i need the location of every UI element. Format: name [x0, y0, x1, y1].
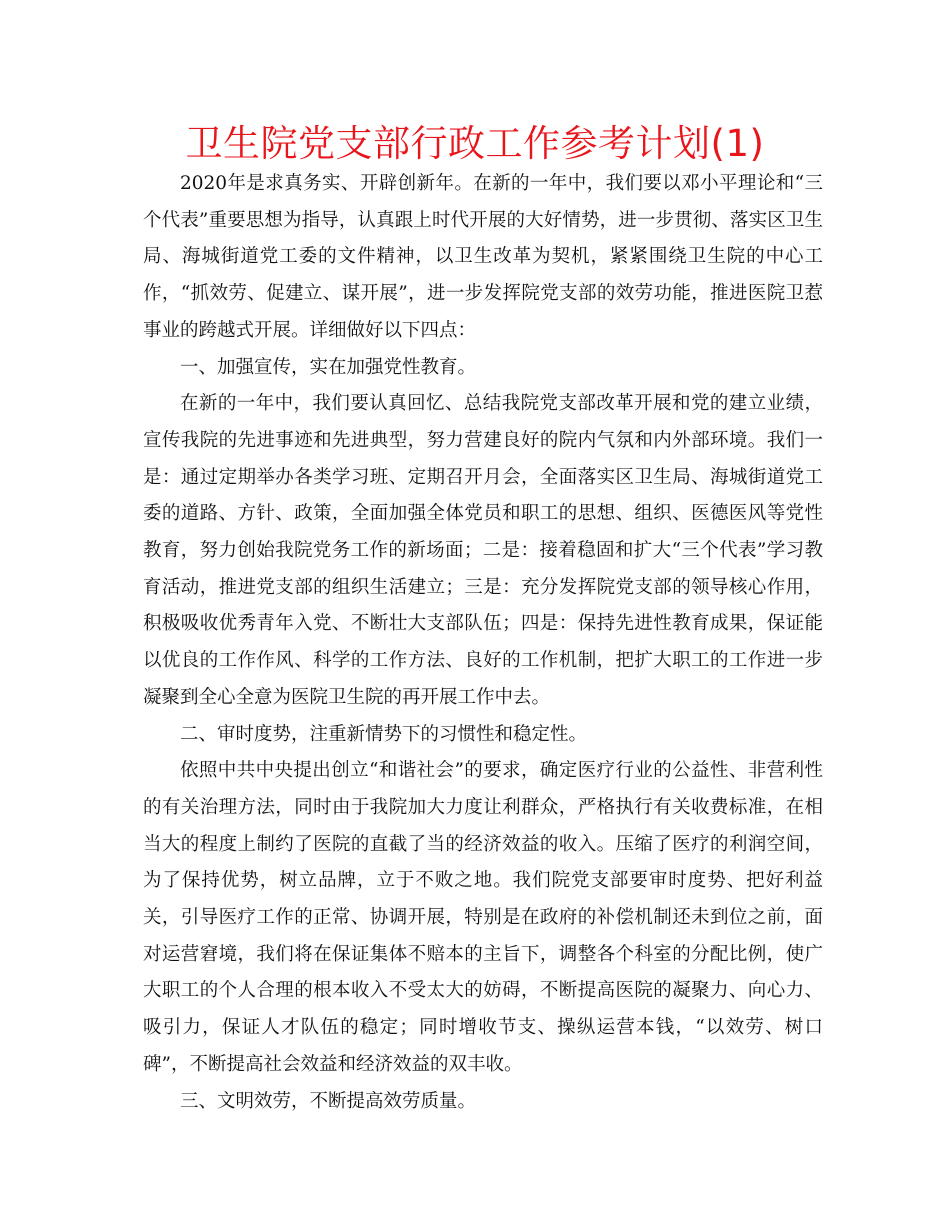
document-title: 卫生院党支部行政工作参考计划(1): [185, 122, 765, 165]
paragraph-section-2: 依照中共中央提出创立“和谐社会”的要求，确定医疗行业的公益性、非营利性的有关治理方法，同时由于我院加大力度让利群众，严格执行有关收费标准，在相当大的程度上制约了医院的直截了当的经济效益的收入。压缩了医疗的利润空间，为了保持优势，树立品牌，立于不败之地。我们院党支部要审时度势、把好利益关，引导医疗工作的正常、协调开展，特别是在政府的补偿机制还未到位之前，面对运营窘境，我们将在保证集体不赔本的主旨下，调整各个科室的分配比例，使广大职工的个人合理的根本收入不受太大的妨碍，不断提高医院的凝聚力、向心力、吸引力，保证人才队伍的稳定；同时增收节支、操纵运营本钱，“以效劳、树口碑”，不断提高社会效益和经济效益的双丰收。: [143, 760, 823, 1075]
document-body: [143, 166, 823, 1120]
paragraph-section-1: 在新的一年中，我们要认真回忆、总结我院党支部改革开展和党的建立业绩，宣传我院的先进事迹和先进典型，努力营建良好的院内气氛和内外部环境。我们一是：通过定期举办各类学习班、定期召开月会，全面落实区卫生局、海城街道党工委的道路、方针、政策，全面加强全体党员和职工的思想、组织、医德医风等党性教育，努力创始我院党务工作的新场面；二是：接着稳固和扩大“三个代表”学习教育活动，推进党支部的组织生活建立；三是：充分发挥院党支部的领导核心作用，积极吸收优秀青年入党、不断壮大支部队伍；四是：保持先进性教育成果，保证能以优良的工作作风、科学的工作方法、良好的工作机制，把扩大职工的工作进一步凝聚到全心全意为医院卫生院的再开展工作中去。: [143, 393, 823, 708]
section-heading-1: 一、加强宣传，实在加强党性教育。: [180, 356, 477, 378]
section-heading-2: 二、审时度势，注重新情势下的习惯性和稳定性。: [180, 723, 588, 745]
paragraph-intro: 2020年是求真务实、开辟创新年。在新的一年中，我们要以邓小平理论和“三个代表”重要思想为指导，认真跟上时代开展的大好情势，进一步贯彻、落实区卫生局、海城街道党工委的文件精神，以卫生改革为契机，紧紧围绕卫生院的中心工作，“抓效劳、促建立、谋开展”，进一步发挥院党支部的效劳功能，推进医院卫惹事业的跨越式开展。详细做好以下四点：: [143, 173, 823, 341]
section-heading-3: 三、文明效劳，不断提高效劳质量。: [180, 1090, 477, 1112]
